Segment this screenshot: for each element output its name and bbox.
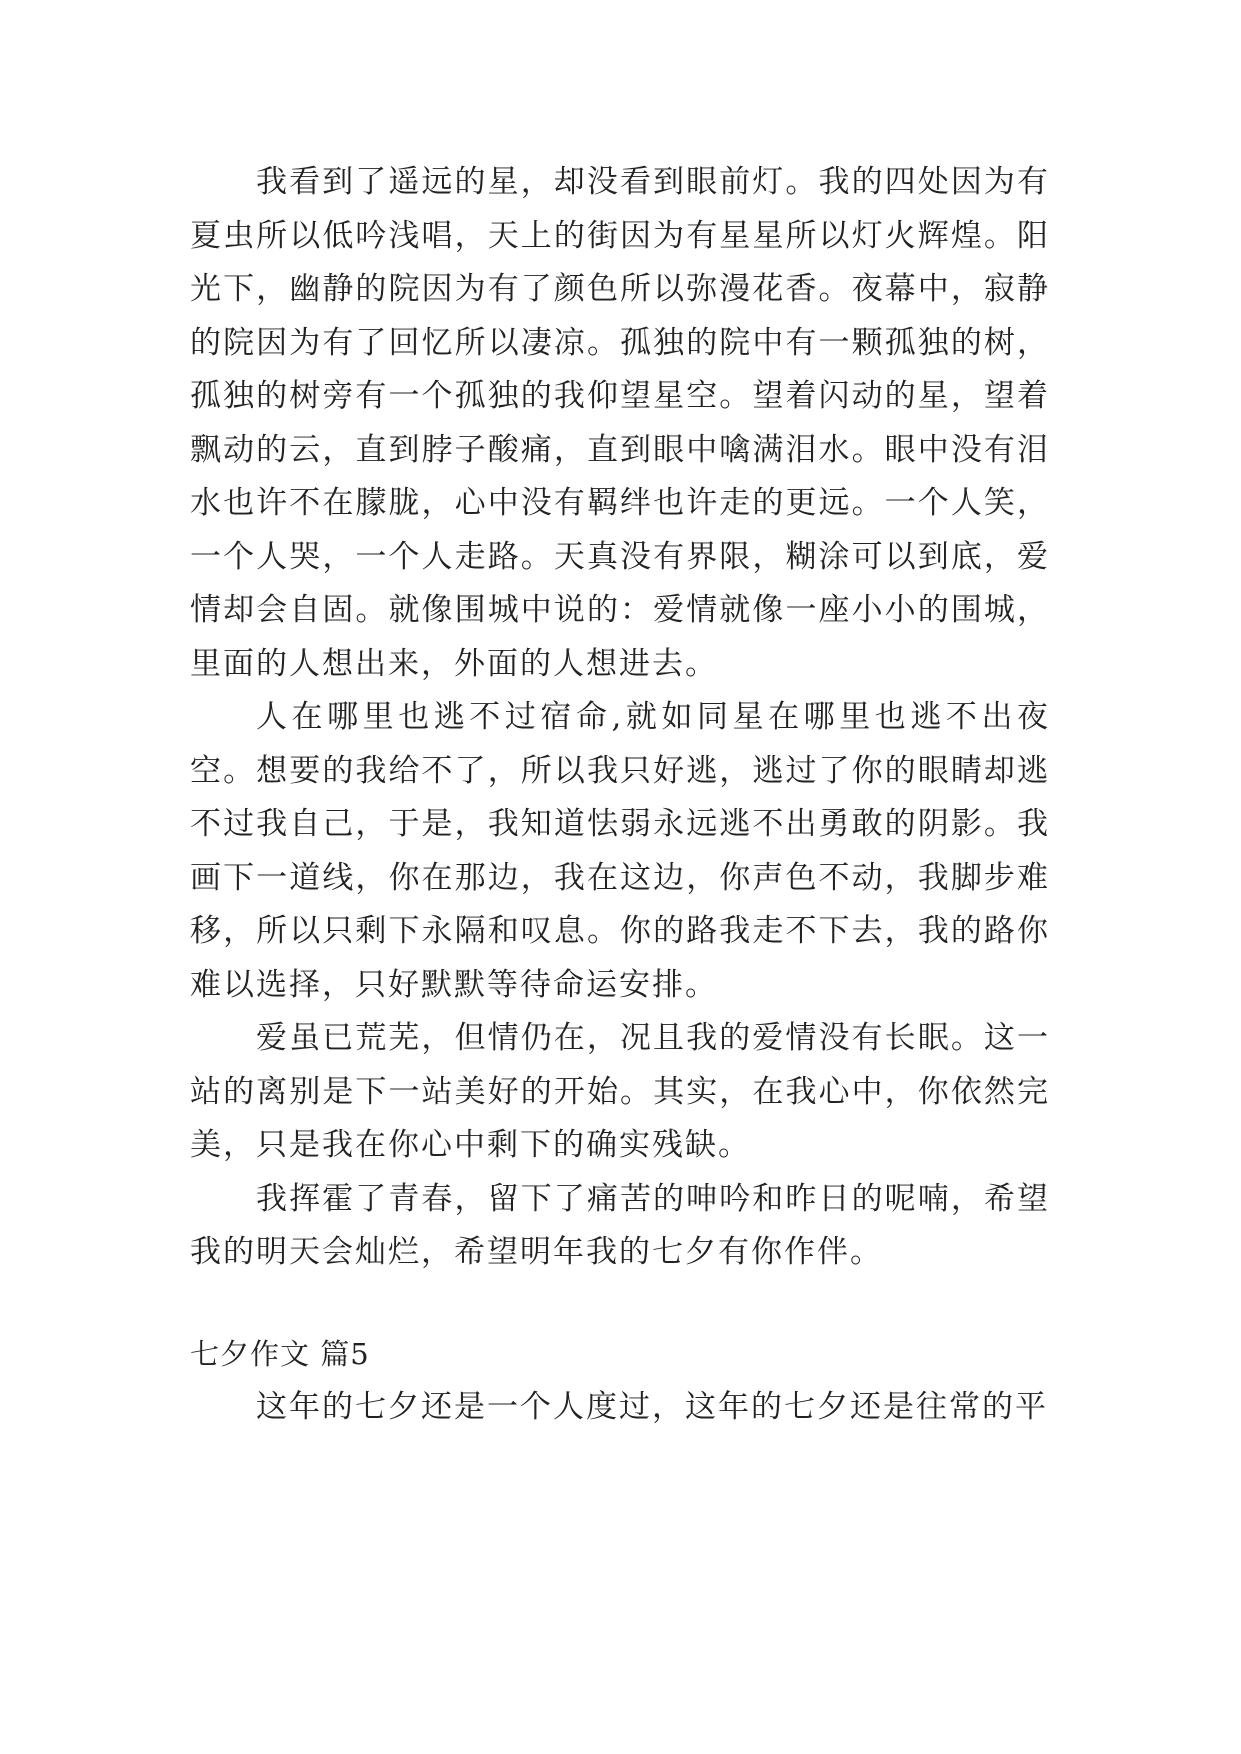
- paragraph: 我看到了遥远的星，却没看到眼前灯。我的四处因为有夏虫所以低吟浅唱，天上的街因为有星星所以灯火辉煌。阳光下，幽静的院因为有了颜色所以弥漫花香。夜幕中，寂静的院因为有了回忆所以凄凉。孤独的院中有一颗孤独的树，孤独的树旁有一个孤独的我仰望星空。望着闪动的星，望着飘动的云，直到脖子酸痛，直到眼中噙满泪水。眼中没有泪水也许不在朦胧，心中没有羁绊也许走的更远。一个人笑，一个人哭，一个人走路。天真没有界限，糊涂可以到底，爱情却会自固。就像围城中说的：爱情就像一座小小的围城，里面的人想出来，外面的人想进去。: [190, 164, 1050, 682]
- paragraph: 我挥霍了青春，留下了痛苦的呻吟和昨日的呢喃，希望我的明天会灿烂，希望明年我的七夕有你作伴。: [190, 1180, 1050, 1270]
- paragraph: 人在哪里也逃不过宿命,就如同星在哪里也逃不出夜空。想要的我给不了，所以我只好逃，逃过了你的眼睛却逃不过我自己，于是，我知道怯弱永远逃不出勇敢的阴影。我画下一道线，你在那边，我在这边，你声色不动，我脚步难移，所以只剩下永隔和叹息。你的路我走不下去，我的路你难以选择，只好默默等待命运安排。: [190, 699, 1050, 1003]
- paragraph: 爱虽已荒芜，但情仍在，况且我的爱情没有长眠。这一站的离别是下一站美好的开始。其实，在我心中，你依然完美，只是我在你心中剩下的确实残缺。: [190, 1020, 1050, 1163]
- paragraph: 这年的七夕还是一个人度过，这年的七夕还是往常的平: [256, 1389, 1048, 1425]
- section-heading: 七夕作文 篇5: [190, 1336, 370, 1371]
- document-body: [190, 156, 1050, 1435]
